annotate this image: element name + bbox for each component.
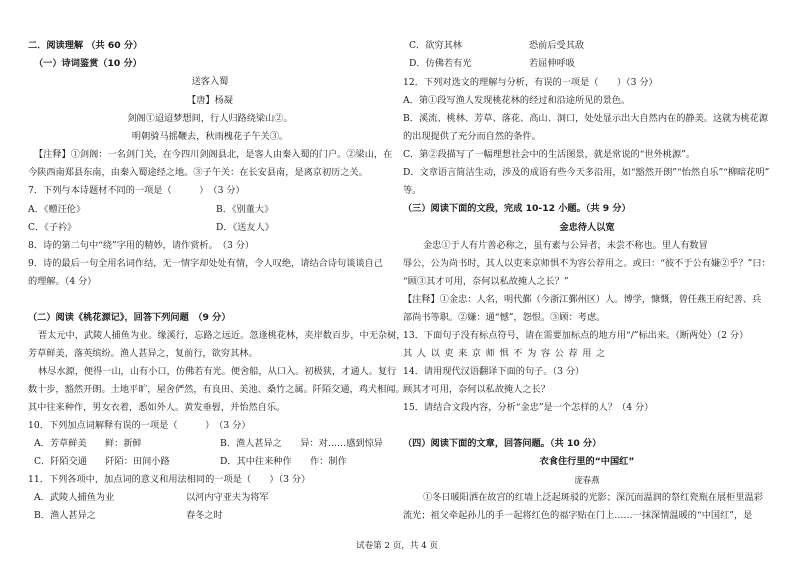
- q11-option-d-right: 若屈伸呼吸: [529, 58, 575, 69]
- jinzhong-line-2: 辱公，公为尚书时，其人以吏来京师惧不为容公荐用之。或曰：“彼不于公有嫌②乎？”曰：: [403, 258, 771, 269]
- question-9-line-1: 9．诗的最后一句全用名词作结，无一情字却处处有情，令人叹绝，请结合诗句谈谈自己: [28, 258, 383, 269]
- page-footer: 试卷第 2 页，共 4 页: [355, 541, 439, 551]
- poem-note-1: 【注释】①剑阁：一名剑门关，在今四川剑阁县北，是客人由秦入蜀的门户。②梁山，在: [34, 149, 393, 160]
- question-15: 15．请结合文段内容，分析“金忠”是一个怎样的人？（4 分）: [403, 402, 654, 413]
- poem-line-2: 明朝骑马摇鞭去，秋雨槐花子午关③。: [131, 131, 289, 142]
- q11-option-b-right: 春冬之时: [186, 510, 223, 521]
- q11-option-a-right: 以河内守亚夫为将军: [186, 492, 269, 503]
- poem-title: 送客入蜀: [191, 76, 229, 87]
- question-11: 11．下列各项中，加点词的意义和用法相同的一项是（ ）（3 分）: [28, 474, 311, 485]
- poem-line-1: 剑阁①迢迢梦想间，行人归路绕梁山②。: [127, 113, 293, 124]
- passage-title-jinzhong: 金忠待人以宽: [559, 222, 615, 233]
- q10-option-b: B．渔人甚异之 异：对……感到惊异: [220, 438, 383, 449]
- q12-option-d-line-1: D．文章语言简洁生动，涉及的成语有些今天多沿用，如“豁然开朗”“怡然自乐”“柳暗花明”: [403, 167, 770, 178]
- q11-option-a-left: A．武陵人捕鱼为业: [34, 492, 115, 503]
- q12-option-b-line-1: B．溪流、桃林、芳草、落花、高山、洞口，处处显示出大自然内在的静美。这就为桃花源: [403, 113, 769, 124]
- q7-option-c: C．《子衿》: [28, 222, 77, 233]
- q7-option-b: B．《别董大》: [216, 204, 274, 215]
- q10-option-d: D．其中往来种作 作：制作: [220, 456, 347, 467]
- poem-author: 【唐】杨凝: [187, 95, 233, 106]
- article-title: 衣食住行里的“中国红”: [539, 456, 635, 467]
- article-para-1-line-2: 流光；祖父牵起孙儿的手一起将红色的福字贴在门上……一抹深情温暖的“中国红”，是: [403, 510, 753, 521]
- q11-option-c-right: 恐前后受其敌: [529, 40, 585, 51]
- section-title-poetry: （一）诗词鉴赏（10 分）: [34, 58, 142, 69]
- peach-para-1-line-2: 芳草鲜美，落英缤纷。渔人甚异之，复前行，欲穷其林。: [28, 348, 258, 359]
- question-13: 13．下面句子没有标点符号，请在需要加标点的地方用“/”标出来。（断两处）（2 分）: [403, 330, 749, 341]
- q7-option-a: A．《赠汪伦》: [28, 204, 86, 215]
- section-title-peach-blossom: （二）阅读《桃花源记》，回答下列问题 （9 分）: [28, 312, 231, 323]
- q11-option-c-left: C．欲穷其林: [409, 40, 462, 51]
- q12-option-c: C．第②段描写了一幅理想社会中的生活图景，就是常说的“世外桃源”。: [403, 149, 696, 160]
- jinzhong-note-1: 【注释】①金忠：人名，明代鄞（今浙江鄞州区）人。博学，慷慨，曾任燕王府纪善、兵: [403, 294, 762, 305]
- jinzhong-note-2: 部尚书等职。②嫌：通“憾”，怨恨。③顾：考虑。: [403, 312, 606, 323]
- jinzhong-line-1: 金忠①于人有片善必称之，虽有素与公异者，未尝不称也。里人有数冒: [423, 240, 708, 251]
- q12-option-a: A．第①段写渔人发现桃花林的经过和沿途所见的景色。: [403, 95, 631, 106]
- q12-option-b-line-2: 的出现提供了充分而自然的条件。: [403, 131, 541, 142]
- question-14: 14．请用现代汉语翻译下面的句子。（3 分）: [403, 366, 585, 377]
- peach-para-2-line-2: 数十步，豁然开朗。土地平旷，屋舍俨然，有良田、美池、桑竹之属。阡陌交通，鸡犬相闻。: [28, 384, 405, 395]
- q10-option-a: A．芳草鲜美 鲜：新鲜: [34, 438, 142, 449]
- question-8: 8．诗的第二句中“绕”字用的精妙，请作赏析。 （3 分）: [28, 240, 255, 251]
- q13-sentence: 其人以吏来京师惧不为容公荐用之: [403, 348, 610, 359]
- q7-option-d: D．《送友人》: [216, 222, 274, 233]
- question-12: 12．下列对选文的理解与分析，有误的一项是（ ）（3 分）: [403, 77, 658, 88]
- poem-note-2: 今陕西南郑县东南，由秦入蜀途经之地。③子午关：在长安县南，是离京初历之关。: [28, 167, 368, 178]
- section-title-classical: （三）阅读下面的文段，完成 10-12 小题。（共 9 分）: [403, 203, 631, 214]
- question-9-line-2: 的理解。（4 分）: [28, 276, 97, 287]
- section-title-reading: 二．阅读理解 （共 60 分）: [28, 40, 143, 51]
- q12-option-d-line-2: 等。: [403, 185, 422, 196]
- q10-option-c: C．阡陌交通 阡陌：田间小路: [34, 456, 170, 467]
- article-para-1-line-1: ①冬日暖阳洒在故宫的红墙上泛起斑驳的光影；深沉而温润的祭红瓷瓶在展柜里温彩: [423, 492, 763, 503]
- question-10: 10．下列加点词解释有误的一项是（ ） （3 分）: [28, 420, 251, 431]
- peach-para-2-line-3: 其中往来种作，男女衣着，悉如外人。黄发垂髫，并怡然自乐。: [28, 402, 286, 413]
- jinzhong-line-3: “顾③其才可用，奈何以私故掩人之长？”: [403, 276, 569, 287]
- peach-para-2-line-1: 林尽水源，便得一山，山有小口，仿佛若有光。便舍船，从口入。初极狭，才通人。复行: [38, 366, 397, 377]
- section-title-article: （四）阅读下面的文章，回答问题。（共 10 分）: [403, 438, 602, 449]
- question-7: 7．下列与本诗题材不同的一项是（ ） （3 分）: [28, 185, 245, 196]
- q14-sentence: 顾其才可用，奈何以私故掩人之长？: [403, 384, 550, 395]
- peach-para-1-line-1: 晋太元中，武陵人捕鱼为业。缘溪行，忘路之远近。忽逢桃花林，夹岸数百步，中无杂树，: [38, 330, 406, 341]
- article-author: 庞春燕: [574, 475, 600, 485]
- q11-option-d-left: D．仿佛若有光: [409, 58, 472, 69]
- q11-option-b-left: B．渔人甚异之: [34, 510, 96, 521]
